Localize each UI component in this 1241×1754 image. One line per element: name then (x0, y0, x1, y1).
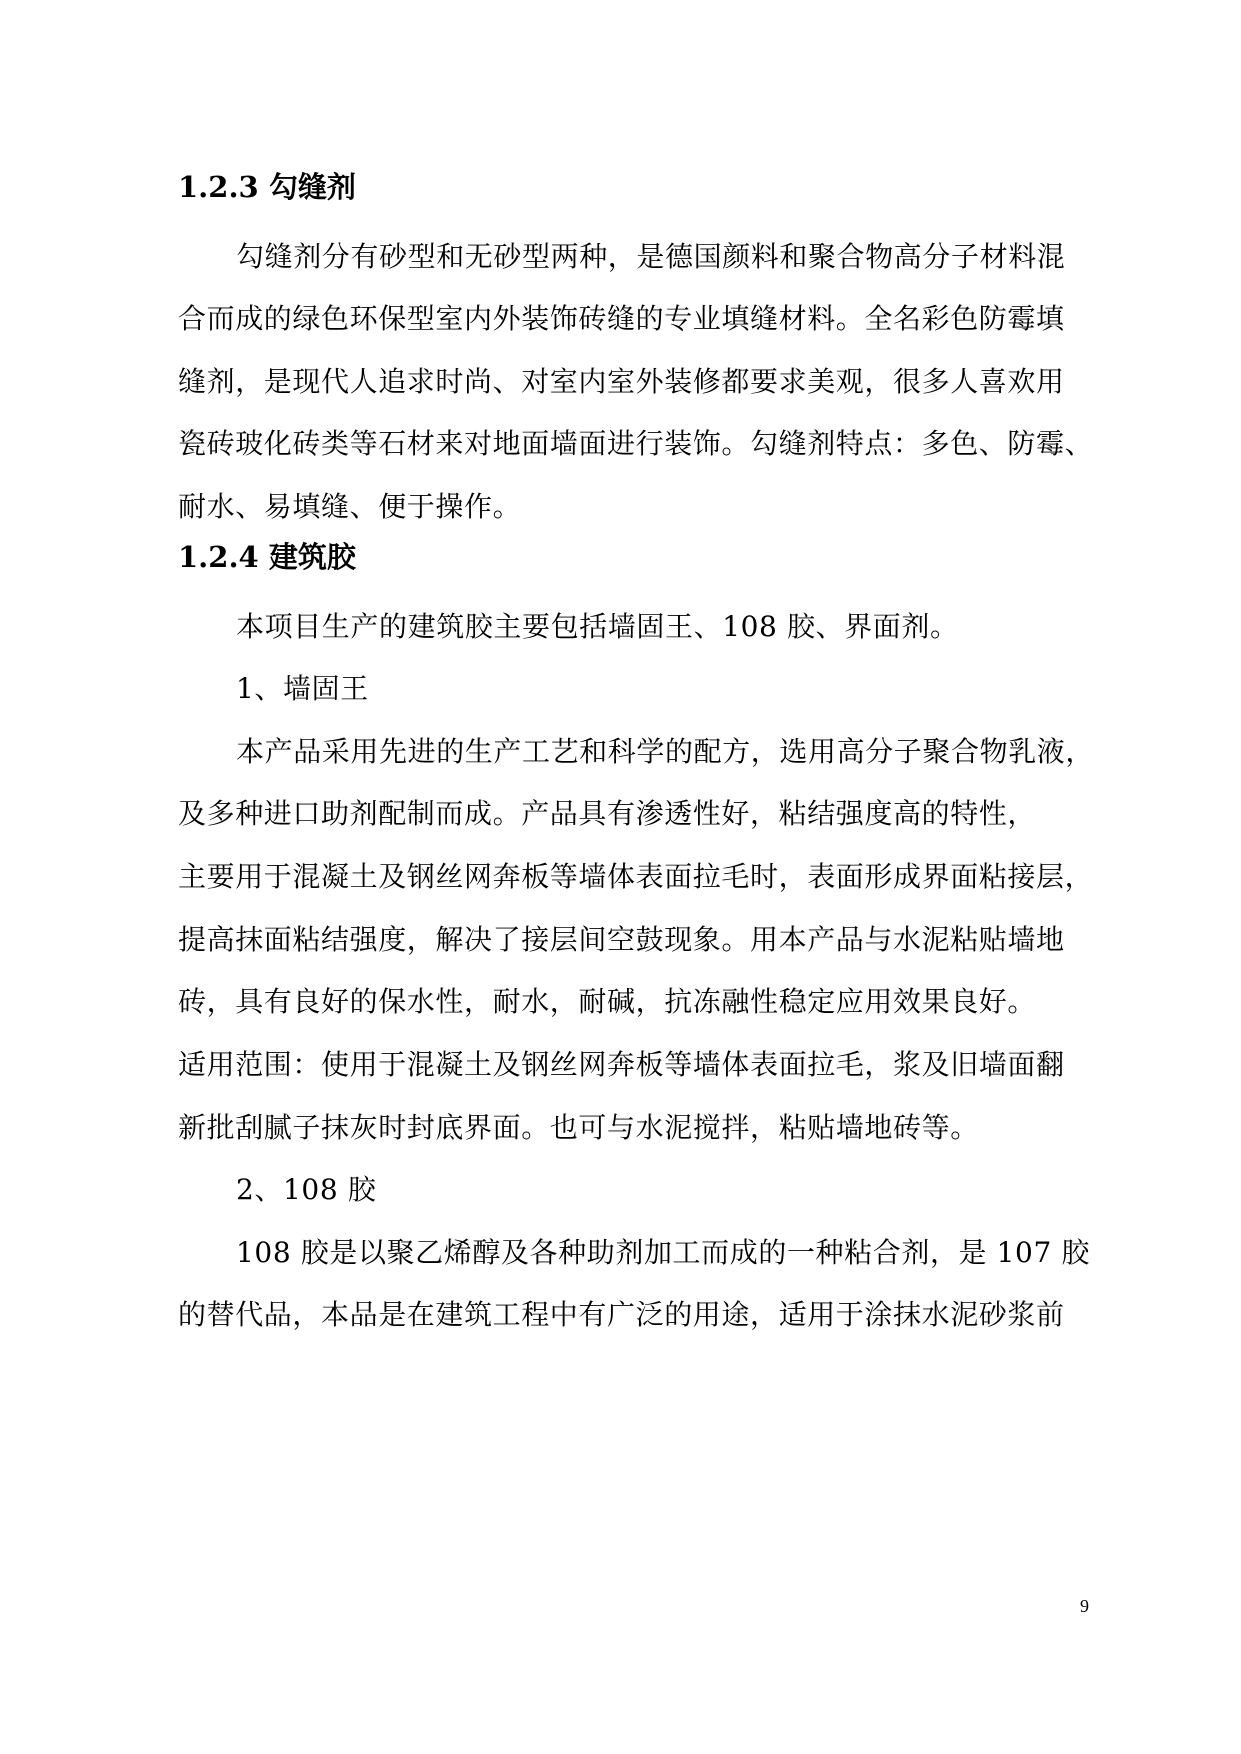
section-heading-1-2-4: 1.2.4 建筑胶 (178, 540, 356, 574)
paragraph-line: 勾缝剂分有砂型和无砂型两种，是德国颜料和聚合物高分子材料混 (236, 240, 1066, 273)
paragraph-line: 砖，具有良好的保水性，耐水，耐碱，抗冻融性稳定应用效果良好。 (178, 985, 1037, 1018)
paragraph-line: 及多种进口助剂配制而成。产品具有渗透性好，粘结强度高的特性， (178, 797, 1037, 830)
paragraph-line: 提高抹面粘结强度，解决了接层间空鼓现象。用本产品与水泥粘贴墙地 (178, 923, 1065, 956)
paragraph-line: 108 胶是以聚乙烯醇及各种助剂加工而成的一种粘合剂，是 107 胶 (236, 1236, 1090, 1269)
page-number: 9 (1080, 1596, 1089, 1616)
paragraph-line: 合而成的绿色环保型室内外装饰砖缝的专业填缝材料。全名彩色防霉填 (178, 302, 1065, 335)
paragraph-line: 的替代品，本品是在建筑工程中有广泛的用途，适用于涂抹水泥砂浆前 (178, 1298, 1065, 1331)
paragraph-line: 主要用于混凝土及钢丝网奔板等墙体表面拉毛时，表面形成界面粘接层， (178, 860, 1094, 893)
paragraph-line: 新批刮腻子抹灰时封底界面。也可与水泥搅拌，粘贴墙地砖等。 (178, 1111, 979, 1144)
paragraph-line: 耐水、易填缝、便于操作。 (178, 490, 522, 523)
list-item-heading: 1、墙固王 (236, 672, 369, 705)
paragraph-line: 适用范围：使用于混凝土及钢丝网奔板等墙体表面拉毛，浆及旧墙面翻 (178, 1048, 1065, 1081)
paragraph-line: 缝剂，是现代人追求时尚、对室内室外装修都要求美观，很多人喜欢用 (178, 365, 1065, 398)
list-item-heading: 2、108 胶 (236, 1173, 377, 1206)
paragraph-line: 瓷砖玻化砖类等石材来对地面墙面进行装饰。勾缝剂特点：多色、防霉、 (178, 427, 1094, 460)
paragraph-line: 本项目生产的建筑胶主要包括墙固王、108 胶、界面剂。 (236, 610, 959, 643)
section-heading-1-2-3: 1.2.3 勾缝剂 (178, 170, 356, 204)
paragraph-line: 本产品采用先进的生产工艺和科学的配方，选用高分子聚合物乳液， (236, 735, 1095, 768)
